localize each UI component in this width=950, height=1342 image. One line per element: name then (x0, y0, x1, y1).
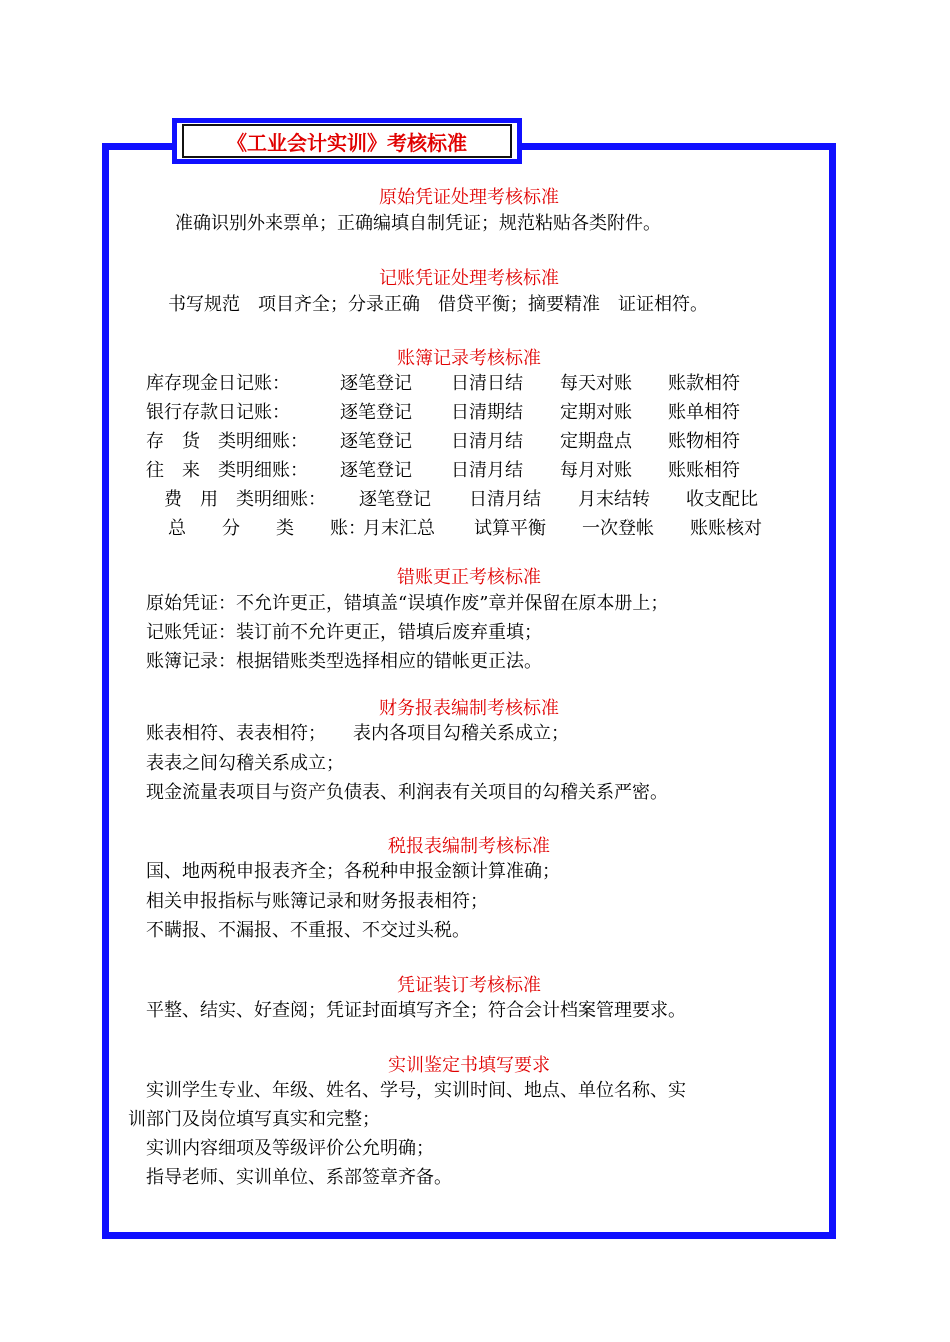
section-title-financial-report: 财务报表编制考核标准 (379, 698, 559, 719)
appraisal-line: 实训学生专业、年级、姓名、学号，实训时间、地点、单位名称、实 (146, 1080, 686, 1101)
ledger-row-col2: 日清月结 (451, 431, 523, 452)
section-title-original-voucher: 原始凭证处理考核标准 (379, 187, 559, 208)
ledger-row-name: 银行存款日记账： (146, 402, 290, 423)
document-title: 《工业会计实训》考核标准 (182, 124, 512, 158)
ledger-row-col3: 一次登帐 (582, 518, 654, 539)
ledger-row-col2: 试算平衡 (474, 518, 546, 539)
financial-report-line: 账表相符、表表相符； 表内各项目勾稽关系成立； (146, 723, 569, 744)
section-title-correction: 错账更正考核标准 (397, 567, 541, 588)
section-title-appraisal: 实训鉴定书填写要求 (388, 1055, 550, 1076)
ledger-row-col4: 账账核对 (690, 518, 762, 539)
ledger-row-col2: 日清期结 (451, 402, 523, 423)
ledger-row-name: 总 分 类 账： (168, 518, 366, 539)
original-voucher-text: 准确识别外来票单；正确编填自制凭证；规范粘贴各类附件。 (175, 213, 661, 234)
ledger-row-col1: 逐笔登记 (340, 460, 412, 481)
ledger-row-col1: 逐笔登记 (359, 489, 431, 510)
ledger-row-col2: 日清月结 (451, 460, 523, 481)
section-title-binding: 凭证装订考核标准 (397, 975, 541, 996)
ledger-row-col3: 定期盘点 (560, 431, 632, 452)
appraisal-line: 指导老师、实训单位、系部签章齐备。 (146, 1167, 452, 1188)
ledger-row-name: 存 货 类明细账： (146, 431, 308, 452)
financial-report-line: 表表之间勾稽关系成立； (146, 753, 344, 774)
correction-line: 账簿记录：根据错账类型选择相应的错帐更正法。 (146, 651, 542, 672)
financial-report-line: 现金流量表项目与资产负债表、利润表有关项目的勾稽关系严密。 (146, 782, 668, 803)
title-box (172, 118, 522, 164)
appraisal-line: 训部门及岗位填写真实和完整； (128, 1109, 380, 1130)
appraisal-line: 实训内容细项及等级评价公允明确； (146, 1138, 434, 1159)
ledger-row-name: 费 用 类明细账： (164, 489, 326, 510)
ledger-row-name: 库存现金日记账： (146, 373, 290, 394)
ledger-row-col4: 账账相符 (668, 460, 740, 481)
bookkeeping-voucher-text: 书写规范 项目齐全；分录正确 借贷平衡；摘要精准 证证相符。 (168, 294, 708, 315)
ledger-row-name: 往 来 类明细账： (146, 460, 308, 481)
section-title-tax-report: 税报表编制考核标准 (388, 836, 550, 857)
tax-report-line: 国、地两税申报表齐全；各税种申报金额计算准确； (146, 861, 560, 882)
ledger-row-col2: 日清日结 (451, 373, 523, 394)
binding-text: 平整、结实、好查阅；凭证封面填写齐全；符合会计档案管理要求。 (146, 1000, 686, 1021)
ledger-row-col4: 账单相符 (668, 402, 740, 423)
ledger-row-col4: 收支配比 (686, 489, 758, 510)
ledger-row-col4: 账款相符 (668, 373, 740, 394)
ledger-row-col4: 账物相符 (668, 431, 740, 452)
ledger-row-col3: 每天对账 (560, 373, 632, 394)
ledger-row-col2: 日清月结 (469, 489, 541, 510)
ledger-row-col3: 定期对账 (560, 402, 632, 423)
ledger-row-col3: 月末结转 (578, 489, 650, 510)
ledger-row-col1: 逐笔登记 (340, 373, 412, 394)
tax-report-line: 相关申报指标与账簿记录和财务报表相符； (146, 891, 488, 912)
ledger-row-col1: 逐笔登记 (340, 431, 412, 452)
section-title-bookkeeping-voucher: 记账凭证处理考核标准 (379, 268, 559, 289)
tax-report-line: 不瞒报、不漏报、不重报、不交过头税。 (146, 920, 470, 941)
ledger-row-col3: 每月对账 (560, 460, 632, 481)
correction-line: 记账凭证：装订前不允许更正，错填后废弃重填； (146, 622, 542, 643)
ledger-row-col1: 月末汇总 (363, 518, 435, 539)
ledger-row-col1: 逐笔登记 (340, 402, 412, 423)
correction-line: 原始凭证：不允许更正，错填盖“误填作废”章并保留在原本册上； (146, 593, 669, 614)
section-title-ledger: 账簿记录考核标准 (397, 348, 541, 369)
